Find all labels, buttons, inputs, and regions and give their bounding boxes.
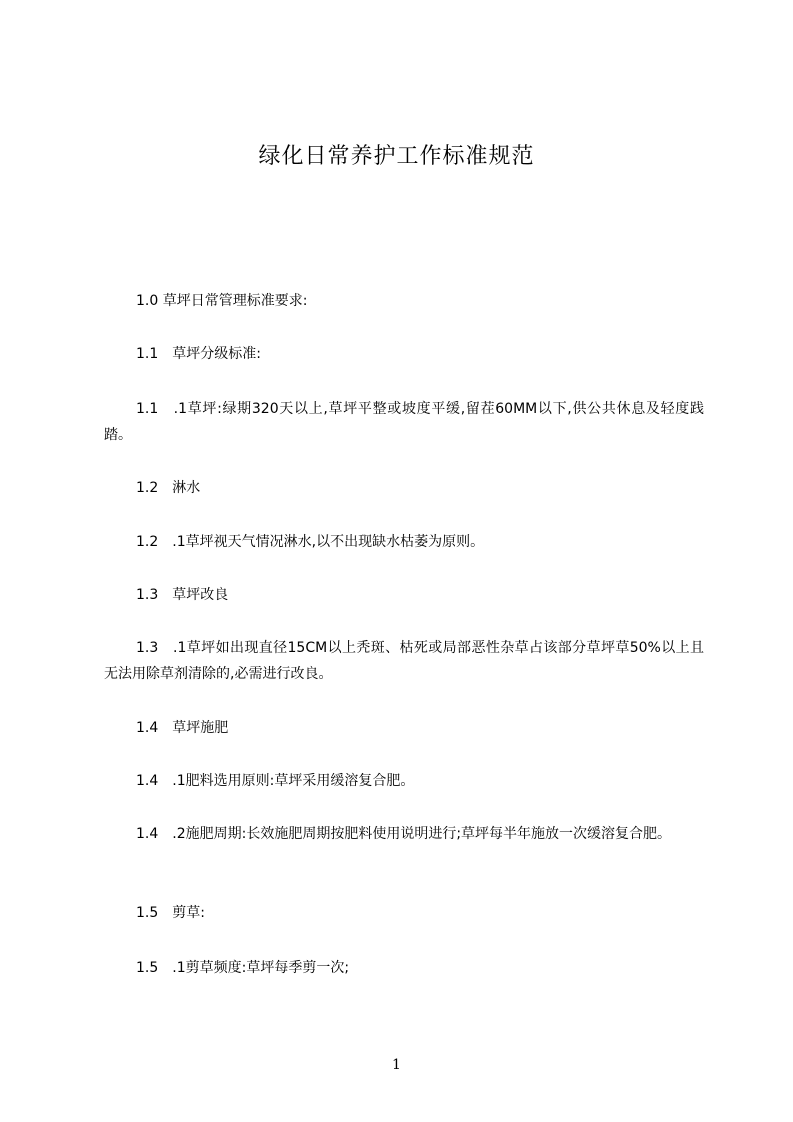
subsection-heading: 1.4 草坪施肥 bbox=[136, 720, 229, 736]
subsection-heading: 1.5 剪草: bbox=[136, 905, 205, 921]
document-title: 绿化日常养护工作标准规范 bbox=[258, 144, 535, 169]
paragraph: 1.5 .1剪草频度:草坪每季剪一次; bbox=[136, 960, 350, 976]
paragraph: 1.2 .1草坪视天气情况淋水,以不出现缺水枯萎为原则。 bbox=[136, 534, 485, 550]
paragraph: 1.4 .2施肥周期:长效施肥周期按肥料使用说明进行;草坪每半年施放一次缓溶复合肥。 bbox=[136, 826, 672, 842]
subsection-heading: 1.1 草坪分级标准: bbox=[136, 346, 261, 362]
section-heading: 1.0 草坪日常管理标准要求: bbox=[136, 293, 308, 309]
paragraph: 1.3 .1草坪如出现直径15CM以上秃斑、枯死或局部恶性杂草占该部分草坪草50%以上且无法用除草剂清除的,必需进行改良。 bbox=[104, 640, 704, 682]
page-number: 1 bbox=[392, 1057, 401, 1073]
subsection-heading: 1.3 草坪改良 bbox=[136, 587, 229, 603]
paragraph: 1.1 .1草坪:绿期320天以上,草坪平整或坡度平缓,留茬60MM以下,供公共休息及轻度践踏。 bbox=[104, 401, 704, 443]
paragraph: 1.4 .1肥料选用原则:草坪采用缓溶复合肥。 bbox=[136, 773, 415, 789]
subsection-heading: 1.2 淋水 bbox=[136, 480, 201, 496]
